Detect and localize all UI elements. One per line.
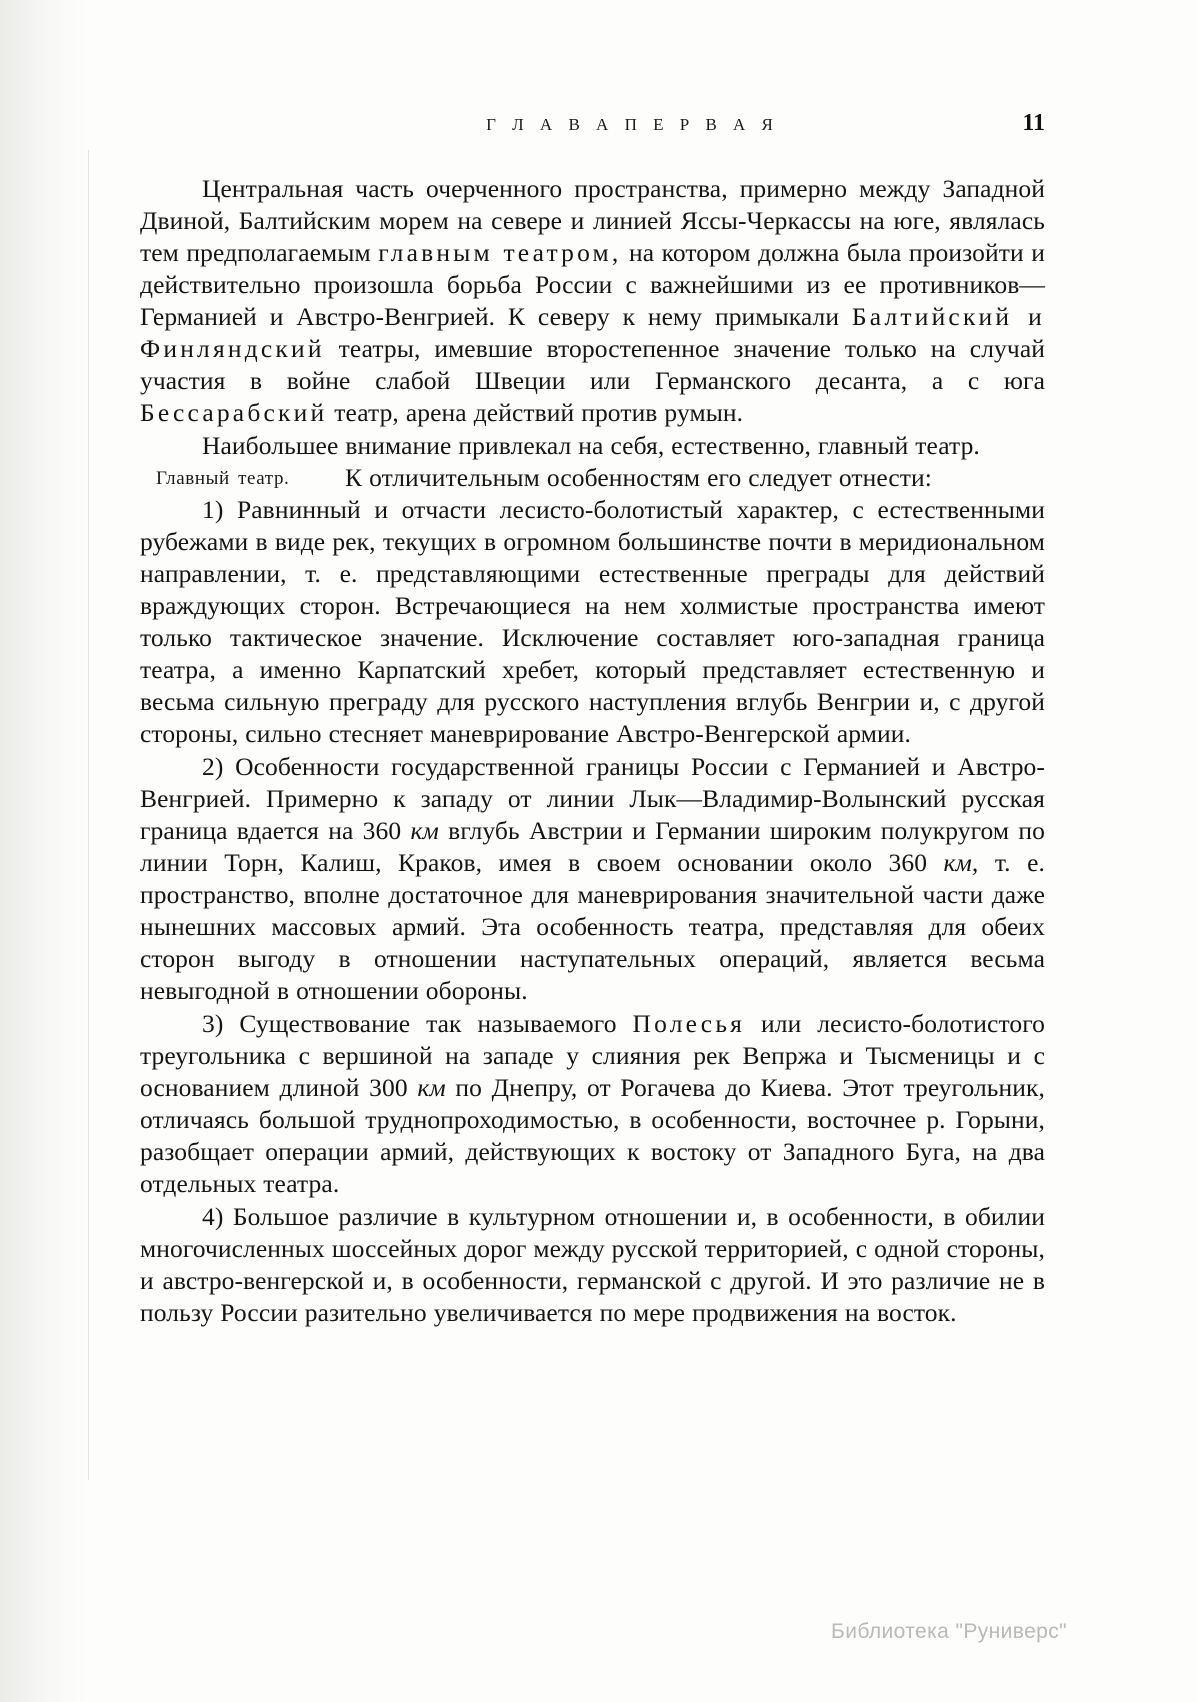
paragraph-4: 1) Равнинный и отчасти лесисто-болотистый характер, с естественными рубежами в виде рек, текущих в огромном большинстве почти в меридиональном направлении, т. е. представляющими естественные преграды для действий враждующих сторон. Встречающиеся на нем холмистые пространства имеют только тактическое значение. Исключение составляет юго-западная граница театра, а именно Карпатский хребет, который представляет естественную и весьма сильную преграду для русского наступления вглубь Венгрии и, с другой стороны, сильно стесняет маневрирование Австро-Венгерской армии.: [140, 495, 1045, 748]
paragraph-7: 4) Большое различие в культурном отношении и, в особенности, в обилии многочисленных шоссейных дорог между русской территорией, с одной стороны, и австро-венгерской и, в особенности, германской с другой. И это различие не в пользу России разительно увеличивается по мере продвижения на восток.: [140, 1202, 1045, 1327]
page-number: 11: [1022, 110, 1045, 136]
p1-part-c: на котором должна была произойти и действительно произошла борьба России с важнейшими из ее противников—Германией и Австро-Венгрией. К северу к нему примыкали: [140, 238, 1045, 331]
page-edge-line: [88, 150, 89, 1480]
p6-part-e: по Днепру, от Рогачева до Киева. Этот треугольник, отличаясь большой труднопроходимостью, в особенности, восточнее р. Горыни, разобщает операции армий, действующих к востоку от Западного Буга, на два отдельных театра.: [140, 1073, 1045, 1198]
p6-emphasis-polesye: Полесья: [632, 1009, 746, 1038]
p6-part-a: 3) Существование так называемого: [202, 1009, 633, 1038]
paragraph-6: [140, 1008, 1045, 1200]
p5-part-a: 2) Особенности государственной границы России с Германией и Австро-Венгрией. Примерно к западу от линии Лык—Владимир-Волынский русская граница вдается на 360: [140, 752, 1045, 845]
p5-unit-km-2: км,: [943, 848, 979, 877]
p1-part-a: Центральная часть очерченного пространства, примерно между Западной Двиной, Балтийским морем на севере и линией Яссы-Черкассы на юге, являлась тем предполагаемым: [140, 174, 1045, 267]
side-note-row: [140, 462, 1045, 494]
p5-unit-km-1: км: [410, 816, 439, 845]
margin-note-main-theatre: Главный театр.: [156, 468, 290, 489]
p6-unit-km: км: [417, 1073, 446, 1102]
p1-emphasis-baltic-finland: Балтийский и Финляндский: [140, 302, 1045, 363]
p1-part-e: театры, имевшие второстепенное значение только на случай участия в войне слабой Швеции или Германского десанта, а с юга: [140, 334, 1045, 395]
paragraph-2: Наибольшее внимание привлекал на себя, естественно, главный театр.: [202, 431, 980, 460]
paragraph-5: [140, 751, 1045, 1007]
p5-part-c: вглубь Австрии и Германии широким полукругом по линии Торн, Калиш, Краков, имея в своем основании около 360: [140, 816, 1045, 877]
paragraph-1: [140, 173, 1045, 429]
p5-part-e: т. е. пространство, вполне достаточное для маневрирования значительной части даже нынешних массовых армий. Эта особенность театра, представляя для обеих сторон выгоду в отношении наступательных операций, является весьма невыгодной в отношении обороны.: [140, 848, 1045, 1005]
p1-emphasis-bessarabian: Бессарабский: [140, 398, 328, 427]
p6-part-c: или лесисто-болотистого треугольника с вершиной на западе у слияния рек Вепржа и Тысменицы и с основанием длиной 300: [140, 1009, 1045, 1102]
running-head: Г Л А В А П Е Р В А Я: [486, 115, 779, 134]
paragraph-3: К отличительным особенностям его следует отнести:: [345, 463, 932, 492]
p1-emphasis-main-theatre: главным театром,: [378, 238, 622, 267]
page-edge-shadow: [0, 0, 86, 1702]
p1-part-g: театр, арена действий против румын.: [327, 398, 744, 427]
library-watermark: Библиотека "Руниверс": [831, 1620, 1067, 1643]
page-content: [140, 110, 1045, 1329]
page-header: [140, 110, 1045, 137]
